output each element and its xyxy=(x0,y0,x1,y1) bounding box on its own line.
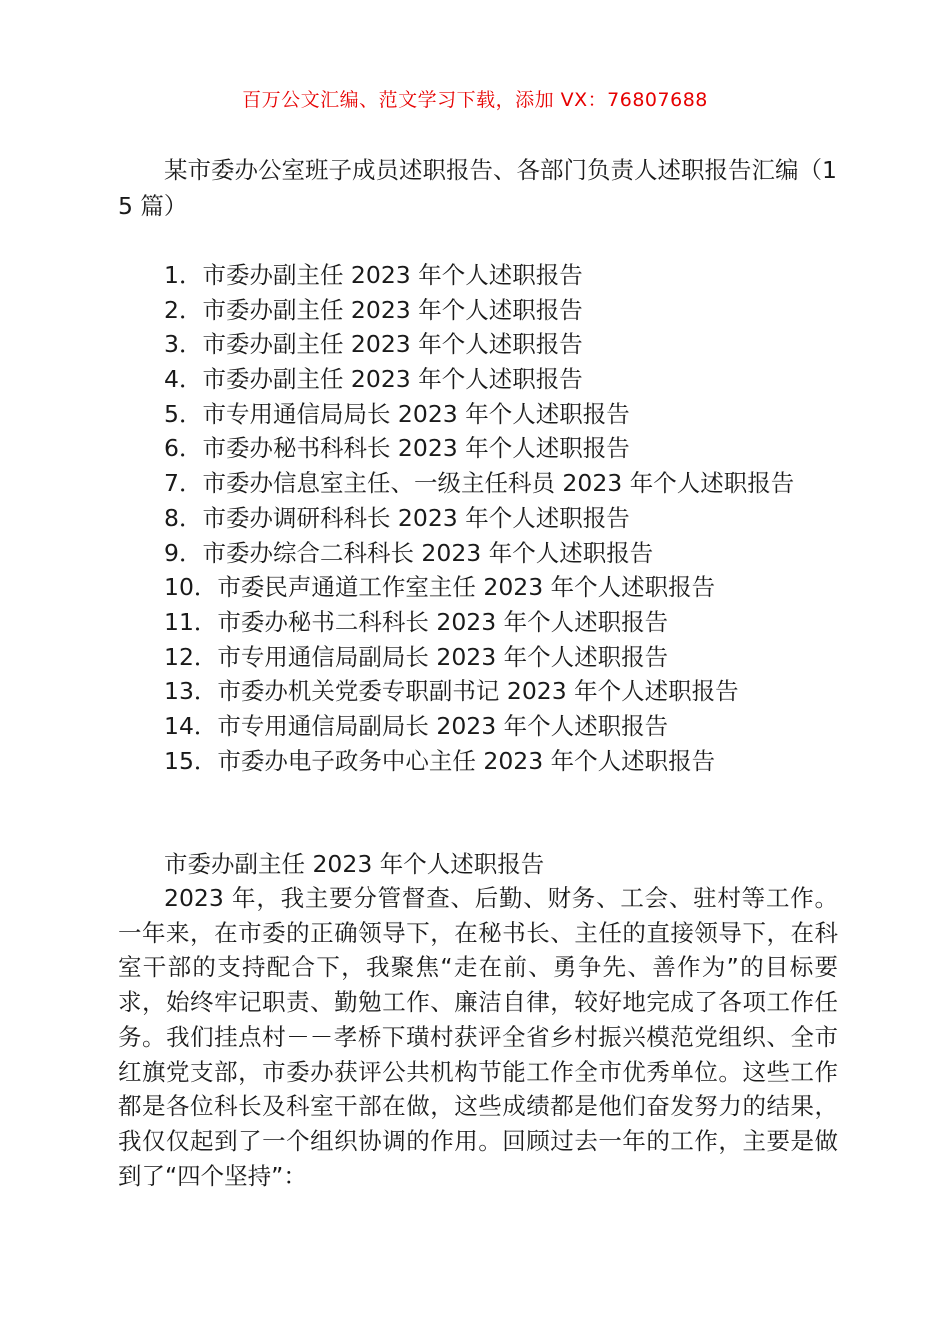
toc-item: 15．市委办电子政务中心主任 2023 年个人述职报告 xyxy=(164,746,716,775)
body-paragraph: 2023 年，我主要分管督查、后勤、财务、工会、驻村等工作。一年来，在市委的正确领导下，在秘书长、主任的直接领导下，在科室干部的支持配合下，我聚焦“走在前、勇争先、善作为”的目标要求，始终牢记职责、勤勉工作、廉洁自律，较好地完成了各项工作任务。我们挂点村－－孝桥下璜村获评全省乡村振兴模范党组织、全市红旗党支部，市委办获评公共机构节能工作全市优秀单位。这些工作都是各位科长及科室干部在做，这些成绩都是他们奋发努力的结果，我仅仅起到了一个组织协调的作用。回顾过去一年的工作，主要是做到了“四个坚持”： xyxy=(118,884,838,1190)
section-heading: 市委办副主任 2023 年个人述职报告 xyxy=(164,850,545,878)
toc-item: 10．市委民声通道工作室主任 2023 年个人述职报告 xyxy=(164,573,716,602)
toc-item: 4．市委办副主任 2023 年个人述职报告 xyxy=(164,365,583,394)
toc-item: 3．市委办副主任 2023 年个人述职报告 xyxy=(164,330,583,359)
toc-item: 5．市专用通信局局长 2023 年个人述职报告 xyxy=(164,399,630,428)
table-of-contents xyxy=(164,258,864,778)
document-title: 某市委办公室班子成员述职报告、各部门负责人述职报告汇编（15 篇） xyxy=(118,156,837,220)
toc-item: 13．市委办机关党委专职副书记 2023 年个人述职报告 xyxy=(164,677,739,706)
toc-item: 7．市委办信息室主任、一级主任科员 2023 年个人述职报告 xyxy=(164,469,795,498)
toc-item: 9．市委办综合二科科长 2023 年个人述职报告 xyxy=(164,538,654,567)
toc-item: 14．市专用通信局副局长 2023 年个人述职报告 xyxy=(164,711,669,740)
toc-item: 2．市委办副主任 2023 年个人述职报告 xyxy=(164,295,583,324)
toc-item: 6．市委办秘书科科长 2023 年个人述职报告 xyxy=(164,434,630,463)
toc-item: 12．市专用通信局副局长 2023 年个人述职报告 xyxy=(164,642,669,671)
toc-item: 8．市委办调研科科长 2023 年个人述职报告 xyxy=(164,503,630,532)
promo-banner: 百万公文汇编、范文学习下载，添加 VX：76807688 xyxy=(242,89,708,111)
toc-item: 11．市委办秘书二科科长 2023 年个人述职报告 xyxy=(164,607,669,636)
toc-item: 1．市委办副主任 2023 年个人述职报告 xyxy=(164,261,583,289)
